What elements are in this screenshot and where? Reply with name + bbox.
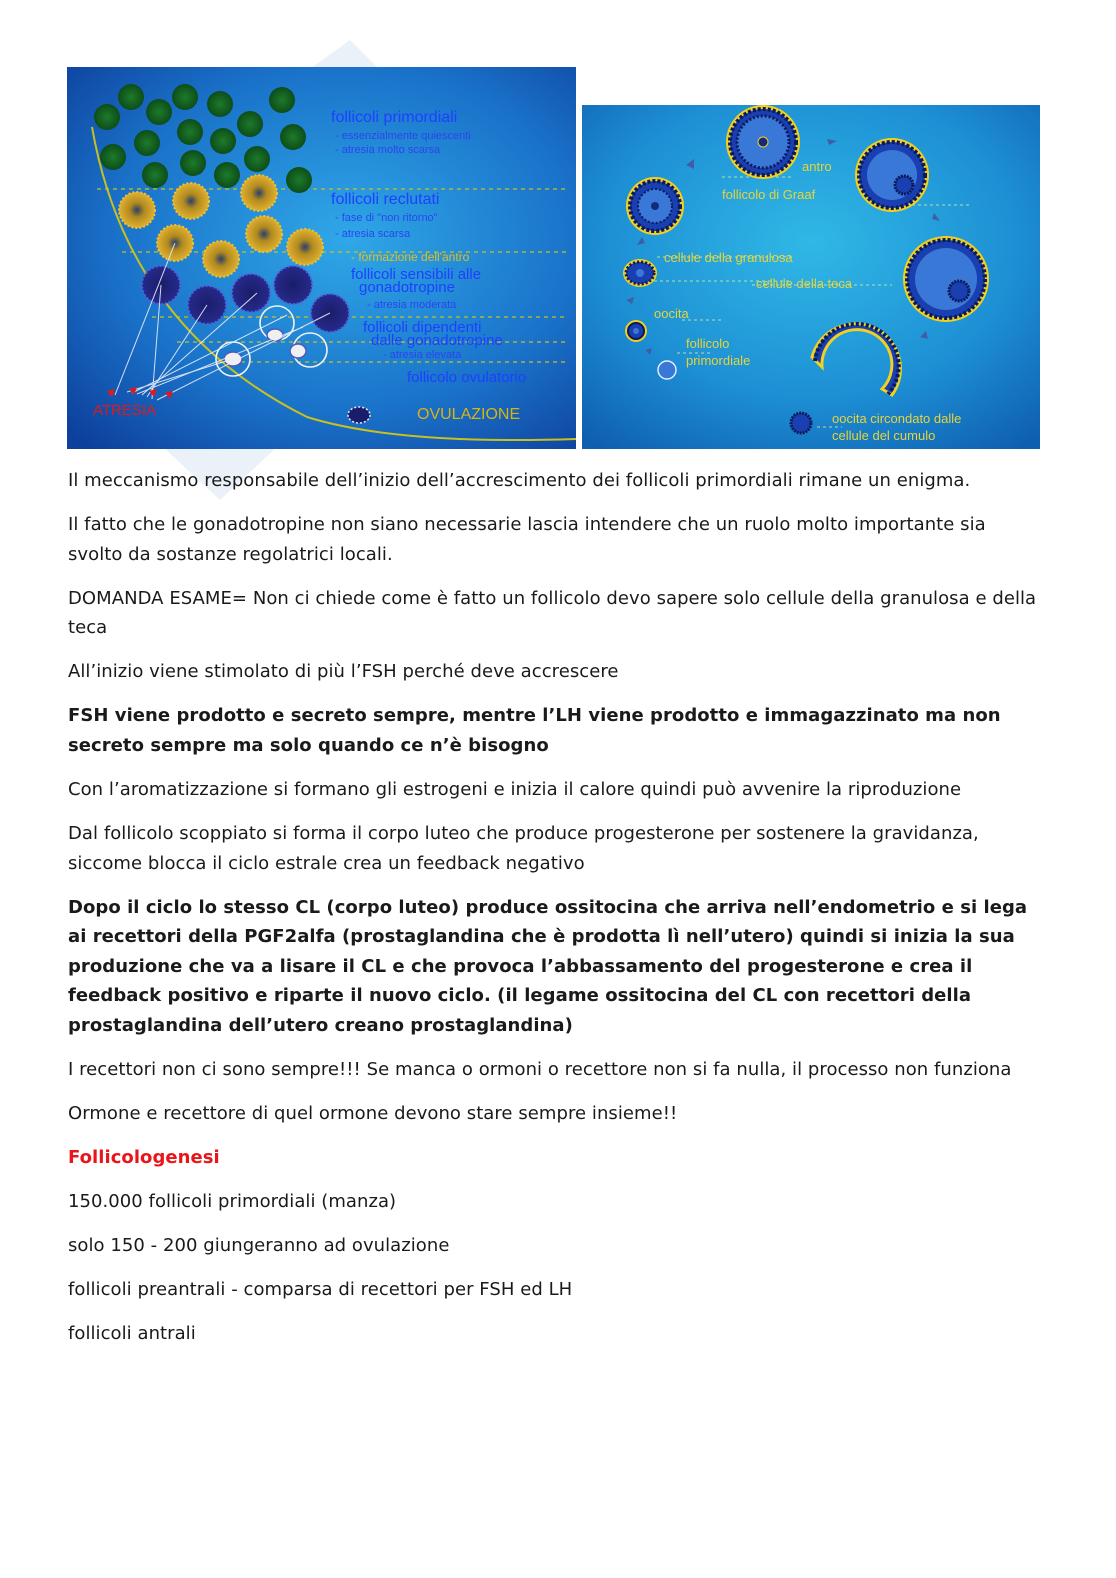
document-body	[68, 466, 1040, 1363]
label-cumulus-2: cellule del cumulo	[832, 428, 936, 443]
label-dependent1: follicoli dipendenti	[363, 319, 482, 336]
figure-follicle-stages	[67, 67, 576, 449]
label-primordial-2: primordiale	[686, 353, 751, 368]
paragraph-3: DOMANDA ESAME= Non ci chiede come è fatto un follicolo devo sapere solo cellule della granulosa e della teca	[68, 587, 1037, 639]
paragraph-5: FSH viene prodotto e secreto sempre, mentre l’LH viene prodotto e immagazzinato ma non secreto sempre ma solo quando ce n’è bisogno	[68, 705, 1001, 756]
label-dependent-note: - atresia elevata	[383, 349, 462, 361]
paragraph-9: I recettori non ci sono sempre!!! Se manca o ormoni o recettore non si fa nulla, il processo non funziona	[68, 1058, 1012, 1080]
label-primordial-note1: - essenzialmente quiescenti	[335, 130, 471, 142]
paragraph-4: All’inizio viene stimolato di più l’FSH perché deve accrescere	[68, 661, 619, 683]
label-primordial: follicoli primordiali	[331, 109, 458, 126]
label-graaf-follicle: follicolo di Graaf	[722, 187, 816, 202]
paragraph-8: Dopo il ciclo lo stesso CL (corpo luteo) produce ossitocina che arriva nell’endometrio e si lega ai recettori della PGF2alfa (prostaglandina che è prodotta lì nell’utero) quindi si inizia la sua produzione che va a lisare il CL e che provoca l’abbassamento del progesterone e crea il feedback positivo e riparte il nuovo ciclo. (il legame ossitocina del CL con recettori della prostaglandina dell’utero creano prostaglandina)	[68, 896, 1028, 1036]
paragraph-11: 150.000 follicoli primordiali (manza)	[68, 1191, 397, 1213]
paragraph-10: Ormone e recettore di quel ormone devono stare sempre insieme!!	[68, 1102, 678, 1124]
label-sensitive-note: - atresia moderata	[367, 299, 457, 311]
label-theca: cellule della teca	[756, 276, 853, 291]
label-recruited-note1: - fase di "non ritorno"	[335, 212, 438, 224]
label-sensitive2: gonadotropine	[359, 279, 455, 296]
label-ovulation: OVULAZIONE	[417, 406, 521, 423]
paragraph-7: Dal follicolo scoppiato si forma il corpo luteo che produce progesterone per sostenere la gravidanza, siccome blocca il ciclo estrale crea un feedback negativo	[68, 823, 979, 874]
paragraph-2: Il fatto che le gonadotropine non siano necessarie lascia intendere che un ruolo molto importante sia svolto da sostanze regolatrici locali.	[68, 514, 986, 565]
label-granulosa: cellule della granulosa	[664, 250, 793, 265]
label-antrum: antro	[802, 159, 832, 174]
label-recruited-note2: - atresia scarsa	[335, 228, 411, 240]
paragraph-14: follicoli antrali	[68, 1323, 196, 1345]
paragraph-13: follicoli preantrali - comparsa di recettori per FSH ed LH	[68, 1279, 573, 1301]
label-oocyte: oocita	[654, 306, 689, 321]
paragraph-6: Con l’aromatizzazione si formano gli estrogeni e inizia il calore quindi può avvenire la riproduzione	[68, 778, 962, 800]
label-antrum: - formazione dell'antro	[351, 250, 470, 264]
label-primordial-note2: - atresia molto scarsa	[335, 144, 441, 156]
paragraph-1: Il meccanismo responsabile dell’inizio dell’accrescimento dei follicoli primordiali rimane un enigma.	[68, 470, 971, 491]
label-ovulatory: follicolo ovulatorio	[407, 369, 527, 386]
label-primordial-1: follicolo	[686, 336, 730, 351]
follicle-development-diagram	[582, 105, 1040, 449]
paragraph-12: solo 150 - 200 giungeranno ad ovulazione	[68, 1235, 450, 1257]
label-atresia: ATRESIA	[93, 402, 157, 419]
section-heading: Follicologenesi	[68, 1146, 220, 1168]
label-cumulus-1: oocita circondato dalle	[832, 411, 962, 426]
label-recruited: follicoli reclutati	[331, 191, 440, 208]
label-dependent2: dalle gonadotropine	[371, 332, 503, 349]
label-sensitive1: follicoli sensibili alle	[351, 266, 482, 283]
follicle-stages-diagram	[67, 67, 576, 449]
figure-follicle-development	[582, 105, 1040, 449]
